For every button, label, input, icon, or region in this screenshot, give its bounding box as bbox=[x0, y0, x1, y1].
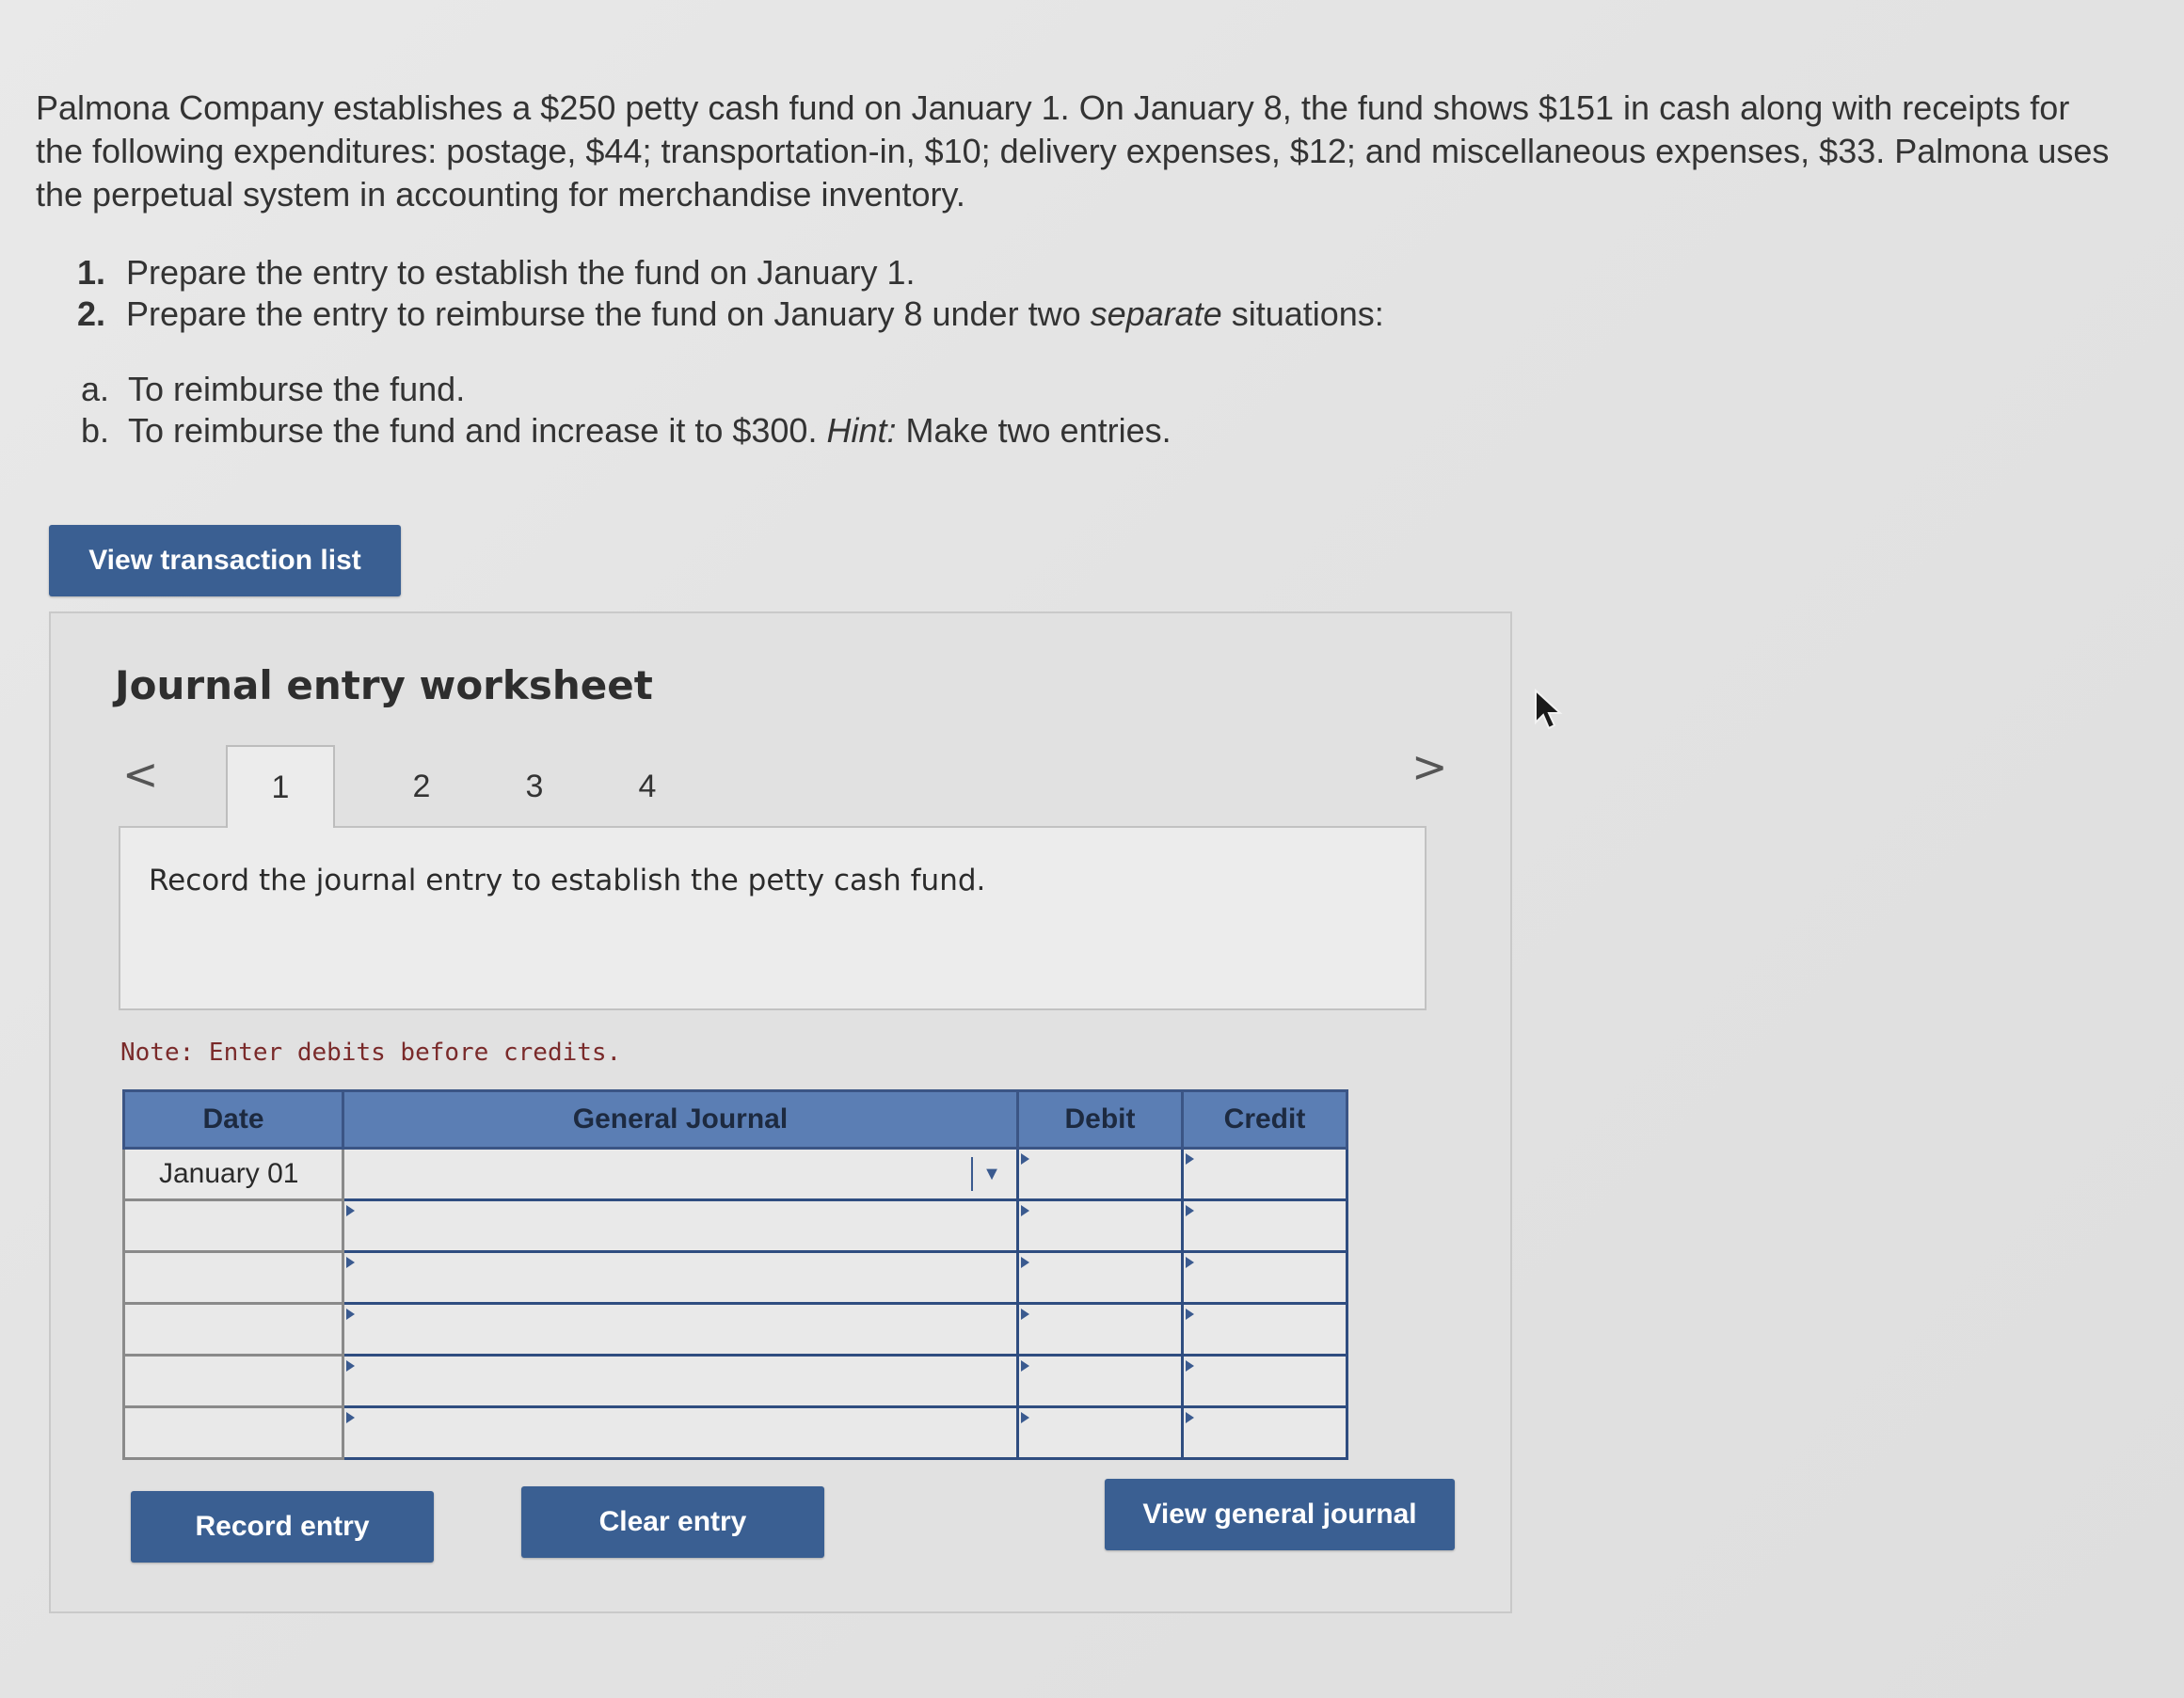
account-select[interactable] bbox=[343, 1304, 1018, 1356]
tab-4[interactable]: 4 bbox=[638, 768, 657, 804]
cell-marker-icon bbox=[346, 1360, 355, 1372]
header-general-journal: General Journal bbox=[343, 1091, 1018, 1149]
account-select[interactable] bbox=[343, 1252, 1018, 1304]
situation-a bbox=[81, 369, 1172, 410]
entry-note: Note: Enter debits before credits. bbox=[120, 1039, 622, 1067]
view-transaction-list-button[interactable]: View transaction list bbox=[49, 525, 401, 596]
tab-3[interactable]: 3 bbox=[525, 768, 544, 804]
cell-marker-icon bbox=[1186, 1205, 1194, 1216]
date-cell: January 01 bbox=[124, 1149, 343, 1200]
requirement-2 bbox=[77, 294, 1384, 335]
caret-down-icon[interactable]: ▼ bbox=[971, 1157, 1011, 1191]
situation-text bbox=[128, 410, 1172, 452]
debit-input[interactable] bbox=[1018, 1252, 1183, 1304]
header-debit: Debit bbox=[1018, 1091, 1183, 1149]
credit-input[interactable] bbox=[1183, 1200, 1347, 1252]
debit-input[interactable] bbox=[1018, 1304, 1183, 1356]
situation-b bbox=[81, 410, 1172, 452]
mouse-pointer-icon bbox=[1532, 689, 1566, 737]
credit-input[interactable] bbox=[1183, 1407, 1347, 1459]
cell-marker-icon bbox=[1186, 1412, 1194, 1423]
requirement-1 bbox=[77, 252, 1384, 294]
cell-marker-icon bbox=[346, 1205, 355, 1216]
cell-marker-icon bbox=[1021, 1153, 1029, 1165]
credit-input[interactable] bbox=[1183, 1356, 1347, 1407]
tab-2[interactable]: 2 bbox=[412, 768, 431, 804]
instruction-panel bbox=[119, 826, 1427, 1010]
header-credit: Credit bbox=[1183, 1091, 1347, 1149]
date-cell bbox=[124, 1200, 343, 1252]
cell-marker-icon bbox=[1021, 1360, 1029, 1372]
requirement-text-part: situations: bbox=[1221, 294, 1384, 333]
requirement-emphasis: separate bbox=[1090, 294, 1222, 333]
requirement-number: 1. bbox=[77, 253, 106, 292]
worksheet-title: Journal entry worksheet bbox=[115, 662, 653, 708]
record-entry-button[interactable]: Record entry bbox=[131, 1491, 434, 1563]
debit-input[interactable] bbox=[1018, 1200, 1183, 1252]
debit-input[interactable] bbox=[1018, 1149, 1183, 1200]
requirement-text bbox=[126, 294, 1384, 335]
journal-header-row bbox=[124, 1091, 1347, 1149]
situation-letter: b. bbox=[81, 411, 110, 450]
cell-marker-icon bbox=[1186, 1360, 1194, 1372]
view-general-journal-button[interactable]: View general journal bbox=[1105, 1479, 1455, 1550]
journal-entry-worksheet bbox=[49, 611, 1512, 1613]
debit-input[interactable] bbox=[1018, 1407, 1183, 1459]
cell-marker-icon bbox=[346, 1412, 355, 1423]
credit-input[interactable] bbox=[1183, 1149, 1347, 1200]
journal-row bbox=[124, 1252, 1347, 1304]
cell-marker-icon bbox=[346, 1257, 355, 1268]
situations-list bbox=[81, 369, 1172, 452]
cell-marker-icon bbox=[1186, 1153, 1194, 1165]
requirement-text: Prepare the entry to establish the fund on January 1. bbox=[126, 253, 916, 292]
cell-marker-icon bbox=[1021, 1257, 1029, 1268]
chevron-right-icon[interactable]: > bbox=[1411, 741, 1448, 792]
journal-row bbox=[124, 1149, 1347, 1200]
cell-marker-icon bbox=[1186, 1257, 1194, 1268]
requirements-list bbox=[77, 252, 1384, 335]
date-cell bbox=[124, 1252, 343, 1304]
journal-row bbox=[124, 1200, 1347, 1252]
problem-statement bbox=[36, 87, 2115, 216]
problem-text: Palmona Company establishes a $250 petty cash fund on January 1. On January 8, the fund shows $151 in cash along with receipts for the following expenditures: postage, $44; transportation-in, $10; delivery expenses, $12; and miscellaneous expenses, $33. Palmona uses the perpetual system in accounting for merchandise inventory. bbox=[36, 88, 2110, 214]
credit-input[interactable] bbox=[1183, 1252, 1347, 1304]
journal-row bbox=[124, 1304, 1347, 1356]
journal-table bbox=[122, 1089, 1348, 1460]
cell-marker-icon bbox=[1021, 1412, 1029, 1423]
situation-text-part: To reimburse the fund and increase it to $300. bbox=[128, 411, 827, 450]
header-date: Date bbox=[124, 1091, 343, 1149]
requirement-text-part: Prepare the entry to reimburse the fund on January 8 under two bbox=[126, 294, 1091, 333]
cell-marker-icon bbox=[1021, 1309, 1029, 1320]
account-select[interactable] bbox=[343, 1356, 1018, 1407]
account-select[interactable] bbox=[343, 1149, 1018, 1200]
debit-input[interactable] bbox=[1018, 1356, 1183, 1407]
credit-input[interactable] bbox=[1183, 1304, 1347, 1356]
cell-marker-icon bbox=[1186, 1309, 1194, 1320]
account-select[interactable] bbox=[343, 1200, 1018, 1252]
hint-label: Hint: bbox=[826, 411, 897, 450]
chevron-left-icon[interactable]: < bbox=[122, 749, 159, 800]
situation-text: To reimburse the fund. bbox=[128, 370, 466, 408]
date-cell bbox=[124, 1304, 343, 1356]
account-select[interactable] bbox=[343, 1407, 1018, 1459]
date-cell bbox=[124, 1356, 343, 1407]
situation-text-part: Make two entries. bbox=[896, 411, 1172, 450]
situation-letter: a. bbox=[81, 370, 110, 408]
instruction-text: Record the journal entry to establish the petty cash fund. bbox=[149, 864, 986, 897]
cell-marker-icon bbox=[346, 1309, 355, 1320]
journal-row bbox=[124, 1356, 1347, 1407]
requirement-number: 2. bbox=[77, 294, 106, 333]
tab-1[interactable]: 1 bbox=[226, 745, 335, 828]
date-cell bbox=[124, 1407, 343, 1459]
cell-marker-icon bbox=[1021, 1205, 1029, 1216]
clear-entry-button[interactable]: Clear entry bbox=[521, 1486, 824, 1558]
journal-row bbox=[124, 1407, 1347, 1459]
